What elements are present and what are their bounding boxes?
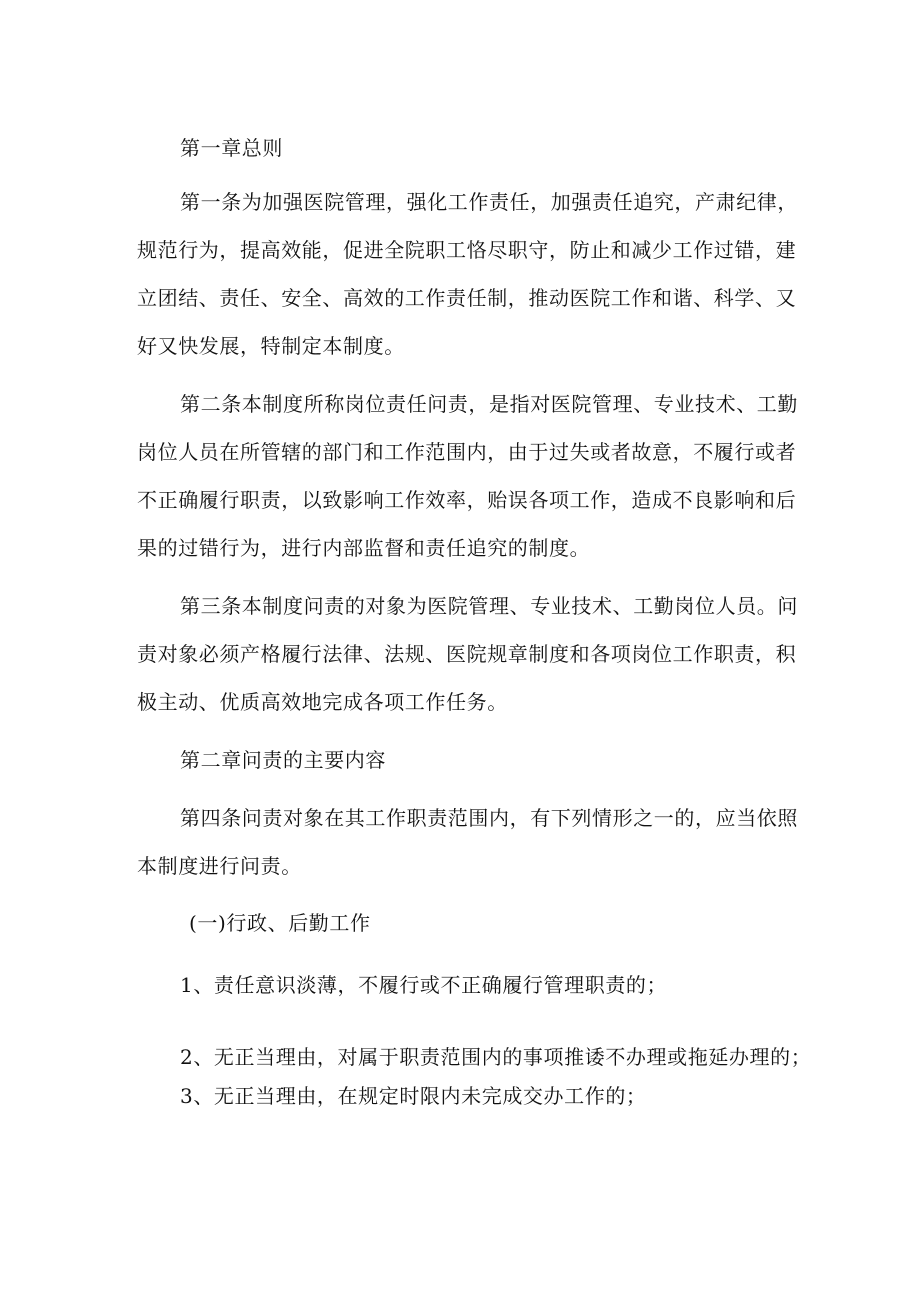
article-1-line-3: 立团结、责任、安全、高效的工作责任制，推动医院工作和谐、科学、又 [137,286,797,310]
article-3-line-1: 第三条本制度问责的对象为医院管理、专业技术、工勤岗位人员。问 [180,594,798,618]
article-2-line-1: 第二条本制度所称岗位责任问责，是指对医院管理、专业技术、工勤 [180,392,798,416]
article-4-line-1: 第四条问责对象在其工作职责范围内，有下列情形之一的，应当依照 [180,806,798,830]
section-1-title: (一)行政、后勤工作 [189,911,371,935]
article-4-line-2: 本制度进行问责。 [137,854,302,878]
chapter-1-title: 第一章总则 [180,136,283,160]
article-1-line-4: 好又快发展，特制定本制度。 [137,334,405,358]
article-2-line-4: 果的过错行为，进行内部监督和责任追究的制度。 [137,536,591,560]
article-2-line-3: 不正确履行职责，以致影响工作效率，贻误各项工作，造成不良影响和后 [137,488,797,512]
item-2: 2、无正当理由，对属于职责范围内的事项推诿不办理或拖延办理的； [180,1045,812,1069]
article-1-line-2: 规范行为，提高效能，促进全院职工恪尽职守，防止和减少工作过错，建 [137,238,797,262]
item-3: 3、无正当理由，在规定时限内未完成交办工作的； [180,1084,647,1108]
item-1: 1、责任意识淡薄，不履行或不正确履行管理职责的； [180,973,668,997]
article-3-line-2: 责对象必须产格履行法律、法规、医院规章制度和各项岗位工作职责，积 [137,642,797,666]
article-2-line-2: 岗位人员在所管辖的部门和工作范围内，由于过失或者故意，不履行或者 [137,440,797,464]
chapter-2-title: 第二章问责的主要内容 [180,748,386,772]
article-3-line-3: 极主动、优质高效地完成各项工作任务。 [137,690,508,714]
article-1-line-1: 第一条为加强医院管理，强化工作责任，加强责任追究，产肃纪律， [180,190,798,214]
